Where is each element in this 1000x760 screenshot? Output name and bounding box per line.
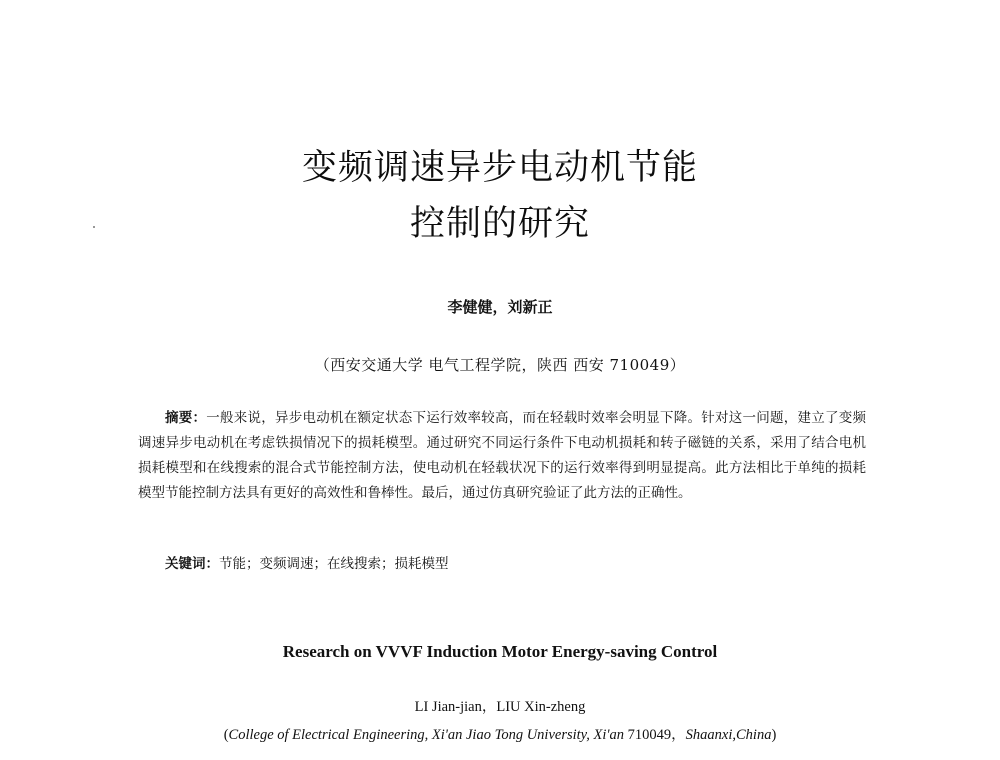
- keywords-cn-text: 节能；变频调速；在线搜索；损耗模型: [219, 556, 449, 572]
- abstract-cn: [138, 406, 866, 506]
- paper-title-cn: [0, 140, 1000, 252]
- abstract-cn-label: 摘要：: [165, 410, 207, 426]
- keywords-cn-label: 关键词：: [165, 556, 219, 572]
- authors-cn: 李健健，刘新正: [447, 298, 553, 316]
- abstract-cn-paragraph: [138, 406, 866, 506]
- authors-en: LI Jian-jian，LIU Xin-zheng: [414, 699, 586, 715]
- paper-title-cn-line-2: 控制的研究: [409, 204, 590, 244]
- affiliation-en-close: ): [771, 727, 777, 743]
- affiliation-en-open: (: [223, 727, 229, 743]
- paper-title-cn-line-1: 变频调速异步电动机节能: [301, 148, 698, 188]
- abstract-cn-text: 一般来说，异步电动机在额定状态下运行效率较高，而在轻载时效率会明显下降。针对这一问题，建立了变频调速异步电动机在考虑铁损情况下的损耗模型。通过研究不同运行条件下电动机损耗和转子磁链的关系，采用了结合电机损耗模型和在线搜索的混合式节能控制方法，使电动机在轻载状况下的运行效率得到明显提高。此方法相比于单纯的损耗模型节能控制方法具有更好的高效性和鲁棒性。最后，通过仿真研究验证了此方法的正确性。: [138, 410, 866, 501]
- affiliation-en: [0, 725, 1000, 745]
- affiliation-en-province: Shaanxi,China: [685, 727, 772, 743]
- paper-title-en: Research on VVVF Induction Motor Energy-saving Control: [282, 642, 718, 661]
- affiliation-en-institution: College of Electrical Engineering, Xi'an Jiao Tong University, Xi'an: [228, 727, 625, 743]
- affiliation-cn: （西安交通大学 电气工程学院，陕西 西安 710049）: [314, 356, 686, 374]
- keywords-cn: [165, 553, 449, 575]
- affiliation-en-postcode: 710049，: [624, 727, 686, 743]
